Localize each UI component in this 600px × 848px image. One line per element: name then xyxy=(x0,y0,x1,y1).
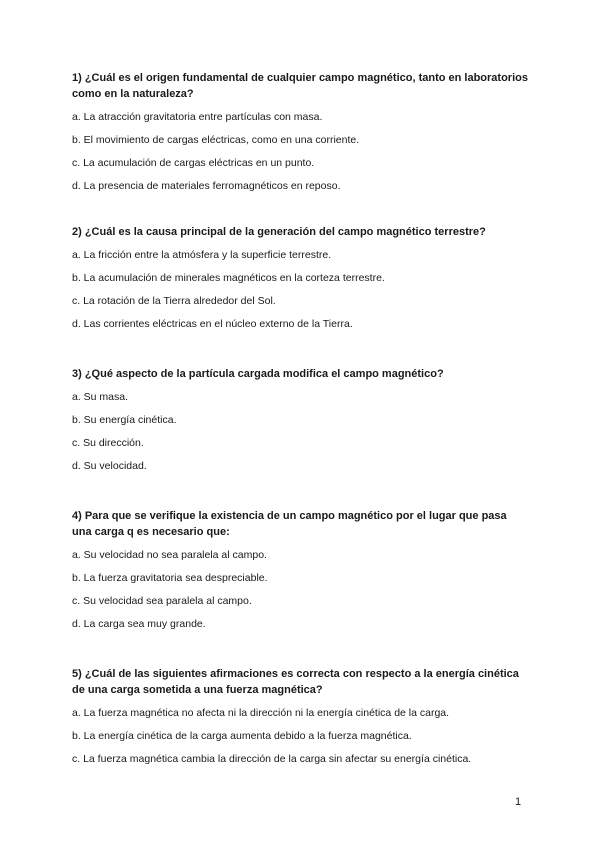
question-title: 5) ¿Cuál de las siguientes afirmaciones es correcta con respecto a la energía cinética de una carga sometida a una fuerza magnética? xyxy=(72,668,519,696)
option-c: c. Su dirección. xyxy=(72,437,144,449)
option-a: a. Su masa. xyxy=(72,391,129,403)
option-c: c. Su velocidad sea paralela al campo. xyxy=(72,595,252,607)
option-b: b. La energía cinética de la carga aumenta debido a la fuerza magnética. xyxy=(72,730,412,742)
option-d: d. Las corrientes eléctricas en el núcleo externo de la Tierra. xyxy=(72,318,353,330)
question-5 xyxy=(72,666,528,774)
question-2 xyxy=(72,224,528,339)
question-title: 3) ¿Qué aspecto de la partícula cargada modifica el campo magnético? xyxy=(72,368,444,380)
question-title: 4) Para que se verifique la existencia de un campo magnético por el lugar que pasa una carga q es necesario que: xyxy=(72,510,507,538)
option-a: a. La fuerza magnética no afecta ni la dirección ni la energía cinética de la carga. xyxy=(72,707,450,719)
option-a: a. La atracción gravitatoria entre partículas con masa. xyxy=(72,111,323,123)
option-c: c. La rotación de la Tierra alrededor del Sol. xyxy=(72,295,276,307)
question-4 xyxy=(72,508,528,639)
option-c: c. La acumulación de cargas eléctricas en un punto. xyxy=(72,157,315,169)
question-title: 1) ¿Cuál es el origen fundamental de cualquier campo magnético, tanto en laboratorios como en la naturaleza? xyxy=(72,72,528,100)
question-3 xyxy=(72,366,528,481)
option-d: d. Su velocidad. xyxy=(72,460,147,472)
question-title: 2) ¿Cuál es la causa principal de la generación del campo magnético terrestre? xyxy=(72,226,486,238)
option-a: a. La fricción entre la atmósfera y la superficie terrestre. xyxy=(72,249,332,261)
option-d: d. La presencia de materiales ferromagnéticos en reposo. xyxy=(72,180,341,192)
option-b: b. La acumulación de minerales magnéticos en la corteza terrestre. xyxy=(72,272,385,284)
option-b: b. Su energía cinética. xyxy=(72,414,177,426)
page-number: 1 xyxy=(515,796,522,808)
question-1 xyxy=(72,70,528,201)
option-b: b. El movimiento de cargas eléctricas, como en una corriente. xyxy=(72,134,360,146)
option-c: c. La fuerza magnética cambia la dirección de la carga sin afectar su energía cinética. xyxy=(72,753,472,765)
option-b: b. La fuerza gravitatoria sea despreciable. xyxy=(72,572,268,584)
option-d: d. La carga sea muy grande. xyxy=(72,618,206,630)
option-a: a. Su velocidad no sea paralela al campo. xyxy=(72,549,267,561)
